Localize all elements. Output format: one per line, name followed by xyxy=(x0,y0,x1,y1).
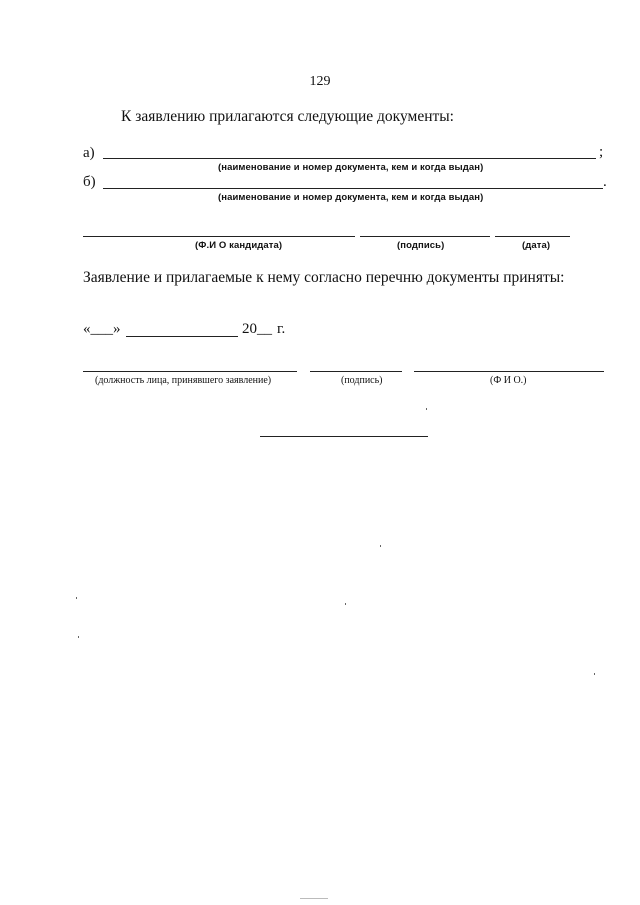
document-field-line[interactable] xyxy=(103,158,596,159)
heading: К заявлению прилагаются следующие документы: xyxy=(121,108,454,125)
date-year: 20__ xyxy=(242,321,272,337)
candidate-fio-caption: (Ф.И О кандидата) xyxy=(195,240,283,251)
page-number: 129 xyxy=(309,74,331,89)
date-year-suffix: г. xyxy=(277,321,286,337)
candidate-date-line[interactable] xyxy=(495,236,570,237)
document-field-line[interactable] xyxy=(103,188,603,189)
date-month-line[interactable] xyxy=(126,336,238,337)
document-letter: а) xyxy=(83,145,95,161)
scan-speck xyxy=(380,545,381,547)
candidate-fio-line[interactable] xyxy=(83,236,355,237)
accepted-statement: Заявление и прилагаемые к нему согласно перечню документы приняты: xyxy=(83,269,565,286)
candidate-date-caption: (дата) xyxy=(522,240,551,251)
official-signature-caption: (подпись) xyxy=(341,375,383,386)
official-fio-caption: (Ф И О.) xyxy=(490,375,527,386)
scan-speck xyxy=(594,673,595,675)
closing-divider xyxy=(260,436,428,437)
scan-speck xyxy=(426,408,427,410)
document-end-mark: . xyxy=(603,174,607,190)
document-end-mark: ; xyxy=(599,144,604,160)
date-day: «___» xyxy=(83,321,121,337)
scan-speck xyxy=(78,636,79,638)
document-caption: (наименование и номер документа, кем и когда выдан) xyxy=(218,162,484,173)
official-position-caption: (должность лица, принявшего заявление) xyxy=(95,375,272,386)
candidate-signature-caption: (подпись) xyxy=(397,240,445,251)
scan-speck xyxy=(300,898,328,899)
document-caption: (наименование и номер документа, кем и когда выдан) xyxy=(218,192,484,203)
scan-speck xyxy=(76,597,77,599)
official-position-line[interactable] xyxy=(83,371,297,372)
scan-speck xyxy=(345,603,346,605)
official-signature-line[interactable] xyxy=(310,371,402,372)
official-fio-line[interactable] xyxy=(414,371,604,372)
document-letter: б) xyxy=(83,174,96,190)
candidate-signature-line[interactable] xyxy=(360,236,490,237)
